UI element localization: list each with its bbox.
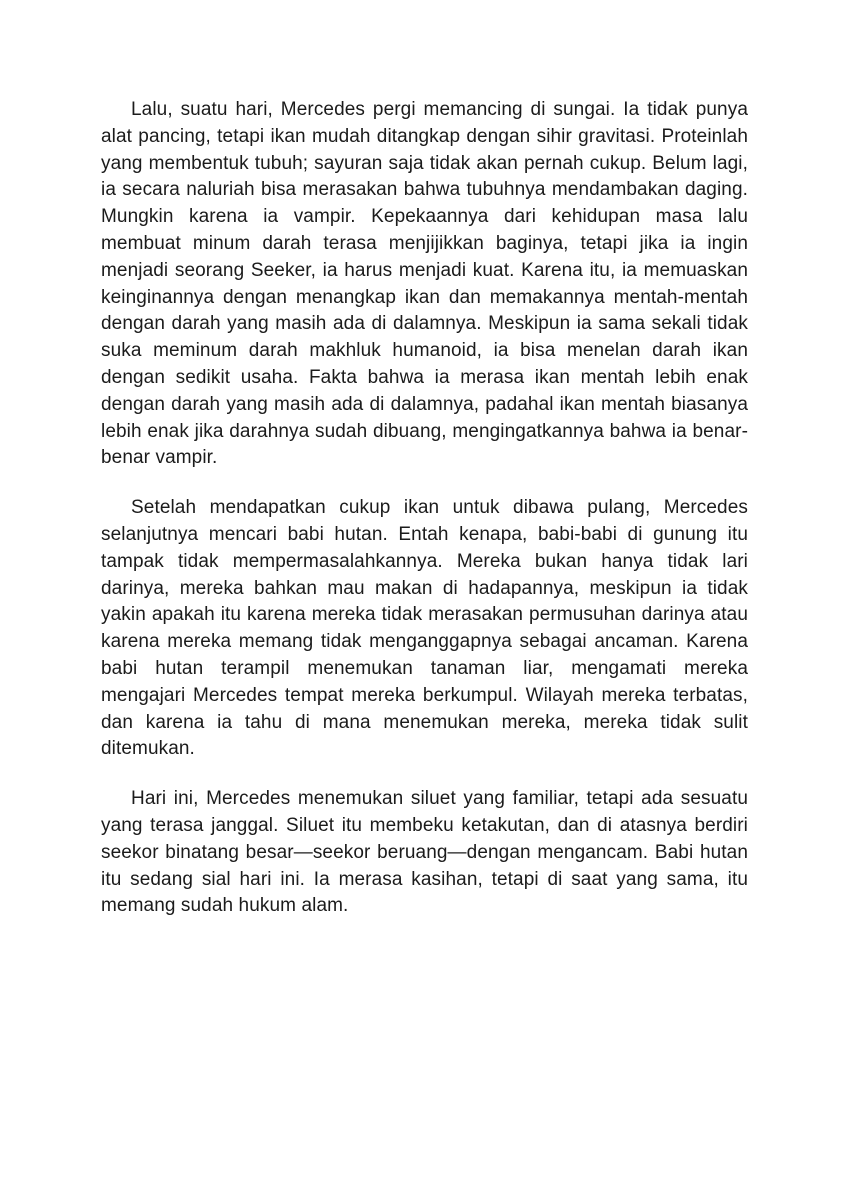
paragraph-bear: Hari ini, Mercedes menemukan siluet yang familiar, tetapi ada sesuatu yang terasa janggal. Siluet itu membeku ketakutan, dan di atasnya berdiri seekor binatang besar—seekor beruang—dengan mengancam. Babi hutan itu sedang sial hari ini. Ia merasa kasihan, tetapi di saat yang sama, itu memang sudah hukum alam. bbox=[101, 788, 748, 917]
paragraph-fishing: Lalu, suatu hari, Mercedes pergi memancing di sungai. Ia tidak punya alat pancing, tetapi ikan mudah ditangkap dengan sihir gravitasi. Proteinlah yang membentuk tubuh; sayuran saja tidak akan pernah cukup. Belum lagi, ia secara naluriah bisa merasakan bahwa tubuhnya mendambakan daging. Mungkin karena ia vampir. Kepekaannya dari kehidupan masa lalu membuat minum darah terasa menjijikkan baginya, tetapi jika ia ingin menjadi seorang Seeker, ia harus menjadi kuat. Karena itu, ia memuaskan keinginannya dengan menangkap ikan dan memakannya mentah-mentah dengan darah yang masih ada di dalamnya. Meskipun ia sama sekali tidak suka meminum darah makhluk humanoid, ia bisa menelan darah ikan dengan sedikit usaha. Fakta bahwa ia merasa ikan mentah lebih enak dengan darah yang masih ada di dalamnya, padahal ikan mentah biasanya lebih enak jika darahnya sudah dibuang, mengingatkannya bahwa ia benar-benar vampir. bbox=[101, 99, 748, 469]
paragraph-boars: Setelah mendapatkan cukup ikan untuk dibawa pulang, Mercedes selanjutnya mencari babi hutan. Entah kenapa, babi-babi di gunung itu tampak tidak mempermasalahkannya. Mereka bukan hanya tidak lari darinya, mereka bahkan mau makan di hadapannya, meskipun ia tidak yakin apakah itu karena mereka tidak merasakan permusuhan darinya atau karena mereka memang tidak menganggapnya sebagai ancaman. Karena babi hutan terampil menemukan tanaman liar, mengamati mereka mengajari Mercedes tempat mereka berkumpul. Wilayah mereka terbatas, dan karena ia tahu di mana menemukan mereka, mereka tidak sulit ditemukan. bbox=[101, 497, 748, 760]
